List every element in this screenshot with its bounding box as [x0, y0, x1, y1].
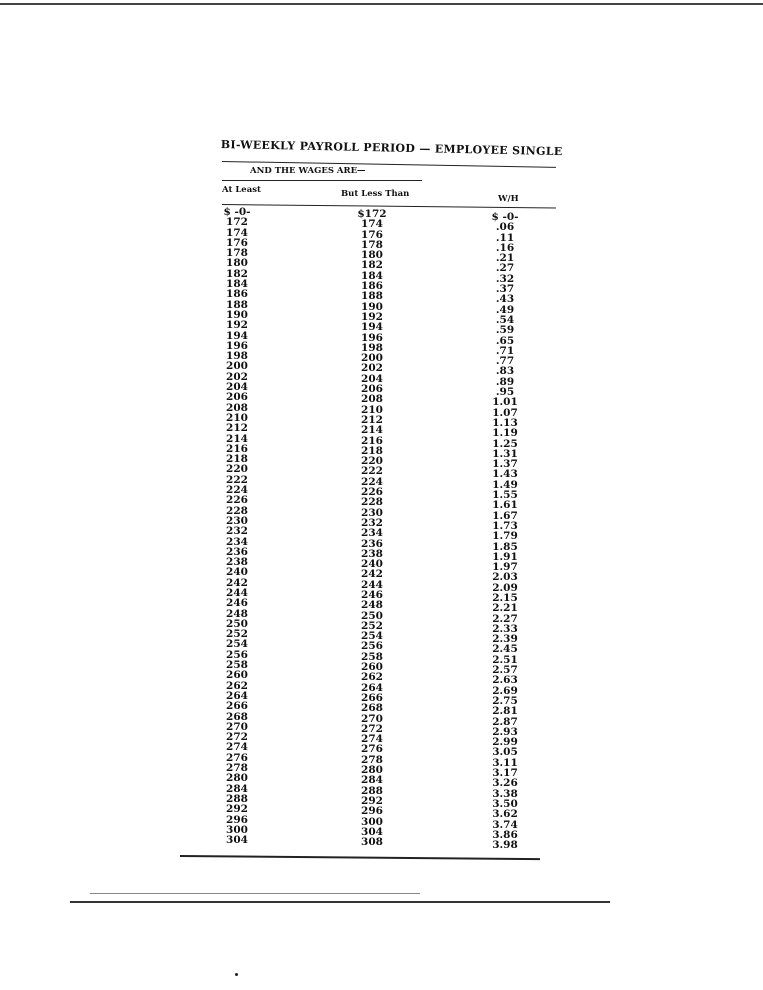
cell-but-less-than: 270 [361, 712, 383, 725]
cell-wh: 1.13 [492, 416, 518, 429]
cell-but-less-than: 222 [361, 465, 383, 478]
cell-at-least: 276 [226, 751, 248, 764]
cell-but-less-than: 304 [361, 825, 383, 838]
cell-wh: 2.81 [492, 705, 518, 718]
cell-at-least: 184 [226, 278, 248, 291]
cell-wh: .37 [495, 283, 515, 296]
cell-but-less-than: 264 [361, 681, 383, 694]
cell-at-least: 176 [226, 236, 248, 249]
cell-wh: 3.05 [492, 746, 518, 759]
cell-at-least: 210 [226, 411, 248, 424]
cell-but-less-than: 258 [361, 650, 383, 663]
cell-at-least: 220 [226, 463, 248, 476]
cell-at-least: 278 [226, 762, 248, 775]
cell-at-least: 244 [226, 586, 248, 599]
cell-but-less-than: 216 [361, 434, 383, 447]
cell-at-least: 228 [226, 504, 248, 517]
cell-at-least: 270 [226, 720, 248, 733]
cell-wh: 1.37 [492, 458, 518, 471]
cell-wh: 2.63 [492, 674, 518, 687]
cell-wh: 2.09 [492, 581, 518, 594]
cell-wh: .59 [495, 324, 515, 337]
column-header-but-less-than: But Less Than [341, 189, 410, 199]
cell-wh: 2.69 [492, 684, 518, 697]
cell-but-less-than: 308 [361, 836, 383, 849]
column-wh [480, 212, 530, 850]
cell-wh: 1.31 [492, 447, 518, 460]
cell-at-least: 208 [226, 401, 248, 414]
cell-at-least: 182 [226, 267, 248, 280]
cell-wh: .89 [495, 375, 515, 388]
cell-wh: 3.74 [492, 818, 518, 831]
cell-wh: 1.79 [492, 530, 518, 543]
cell-but-less-than: 284 [361, 774, 383, 787]
cell-but-less-than: 202 [361, 362, 383, 375]
cell-but-less-than: 176 [361, 228, 383, 241]
cell-wh: 3.11 [492, 756, 518, 769]
cell-wh: 3.62 [492, 808, 518, 821]
cell-but-less-than: 204 [361, 372, 383, 385]
cell-wh: .27 [495, 262, 515, 275]
cell-at-least: 214 [226, 432, 248, 445]
cell-wh: 3.38 [492, 787, 518, 800]
cell-wh: 2.45 [492, 643, 518, 656]
cell-at-least: 178 [226, 247, 248, 260]
cell-wh: 1.01 [492, 396, 518, 409]
cell-but-less-than: 250 [361, 609, 383, 622]
cell-at-least: 250 [226, 617, 248, 630]
cell-but-less-than: 288 [361, 784, 383, 797]
cell-at-least: 264 [226, 689, 248, 702]
cell-at-least: 274 [226, 741, 248, 754]
cell-but-less-than: 266 [361, 691, 383, 704]
cell-wh: 1.25 [492, 437, 518, 450]
cell-but-less-than: 256 [361, 640, 383, 653]
cell-but-less-than: 174 [361, 218, 383, 231]
cell-but-less-than: 248 [361, 599, 383, 612]
cell-wh: .49 [495, 303, 515, 316]
cell-but-less-than: 226 [361, 486, 383, 499]
cell-at-least: 284 [226, 782, 248, 795]
cell-at-least: 174 [226, 226, 248, 239]
cell-at-least: $ -0- [223, 206, 251, 218]
cell-at-least: 192 [226, 319, 248, 332]
cell-at-least: 218 [226, 453, 248, 466]
table-title: BI-WEEKLY PAYROLL PERIOD — EMPLOYEE SINGLE [220, 138, 563, 159]
cell-wh: 2.93 [492, 725, 518, 738]
cell-but-less-than: 234 [361, 527, 383, 540]
cell-wh: 3.86 [492, 828, 518, 841]
cell-wh: 2.51 [492, 653, 518, 666]
cell-at-least: 246 [226, 597, 248, 610]
cell-wh: 1.67 [492, 509, 518, 522]
cell-at-least: 252 [226, 628, 248, 641]
cell-but-less-than: 236 [361, 537, 383, 550]
cell-but-less-than: 210 [361, 403, 383, 416]
group-header: AND THE WAGES ARE— [250, 166, 366, 176]
cell-but-less-than: 198 [361, 341, 383, 354]
cell-wh: 2.21 [492, 602, 518, 615]
cell-but-less-than: 230 [361, 506, 383, 519]
cell-at-least: 236 [226, 545, 248, 558]
rule-under-group-header [222, 180, 422, 181]
cell-but-less-than: 292 [361, 794, 383, 807]
cell-at-least: 300 [226, 823, 248, 836]
cell-wh: 3.50 [492, 797, 518, 810]
cell-at-least: 226 [226, 494, 248, 507]
cell-wh: 1.97 [492, 561, 518, 574]
cell-wh: 1.85 [492, 540, 518, 553]
cell-at-least: 232 [226, 525, 248, 538]
column-header-at-least: At Least [222, 185, 261, 195]
cell-at-least: 262 [226, 679, 248, 692]
cell-but-less-than: 200 [361, 352, 383, 365]
scan-speck [235, 973, 238, 976]
cell-but-less-than: 232 [361, 516, 383, 529]
cell-at-least: 202 [226, 370, 248, 383]
cell-at-least: 222 [226, 473, 248, 486]
cell-wh: .43 [495, 293, 515, 306]
cell-at-least: 296 [226, 813, 248, 826]
cell-but-less-than: 186 [361, 280, 383, 293]
cell-at-least: 248 [226, 607, 248, 620]
cell-but-less-than: 208 [361, 393, 383, 406]
cell-at-least: 196 [226, 339, 248, 352]
cell-but-less-than: 240 [361, 558, 383, 571]
cell-but-less-than: 296 [361, 805, 383, 818]
cell-but-less-than: 194 [361, 321, 383, 334]
cell-but-less-than: $172 [357, 208, 387, 220]
cell-but-less-than: 276 [361, 743, 383, 756]
column-at-least [212, 207, 262, 845]
rule-under-column-headers [222, 204, 556, 208]
cell-at-least: 188 [226, 298, 248, 311]
cell-wh: .83 [495, 365, 515, 378]
cell-but-less-than: 192 [361, 310, 383, 323]
cell-but-less-than: 246 [361, 588, 383, 601]
cell-wh: .32 [495, 272, 515, 285]
cell-wh: 2.57 [492, 664, 518, 677]
cell-but-less-than: 220 [361, 455, 383, 468]
cell-but-less-than: 180 [361, 249, 383, 262]
cell-at-least: 206 [226, 391, 248, 404]
cell-at-least: 266 [226, 700, 248, 713]
cell-but-less-than: 280 [361, 764, 383, 777]
cell-wh: 2.03 [492, 571, 518, 584]
cell-at-least: 234 [226, 535, 248, 548]
cell-wh: .65 [495, 334, 515, 347]
cell-at-least: 224 [226, 484, 248, 497]
cell-but-less-than: 196 [361, 331, 383, 344]
cell-wh: 1.43 [492, 468, 518, 481]
cell-but-less-than: 224 [361, 475, 383, 488]
cell-at-least: 304 [226, 834, 248, 847]
cell-at-least: 260 [226, 669, 248, 682]
cell-but-less-than: 188 [361, 290, 383, 303]
cell-but-less-than: 272 [361, 722, 383, 735]
cell-wh: .06 [495, 221, 515, 234]
cell-wh: .77 [495, 355, 515, 368]
cell-but-less-than: 206 [361, 383, 383, 396]
cell-wh: 1.73 [492, 519, 518, 532]
cell-at-least: 200 [226, 360, 248, 373]
cell-wh: .95 [495, 386, 515, 399]
cell-but-less-than: 268 [361, 702, 383, 715]
cell-but-less-than: 244 [361, 578, 383, 591]
cell-at-least: 240 [226, 566, 248, 579]
cell-wh: 2.87 [492, 715, 518, 728]
cell-at-least: 216 [226, 442, 248, 455]
cell-but-less-than: 212 [361, 413, 383, 426]
cell-at-least: 258 [226, 659, 248, 672]
cell-wh: 2.99 [492, 736, 518, 749]
cell-wh: $ -0- [491, 211, 519, 223]
cell-but-less-than: 274 [361, 733, 383, 746]
cell-wh: .16 [495, 241, 515, 254]
cell-wh: 3.98 [492, 839, 518, 852]
cell-at-least: 272 [226, 731, 248, 744]
cell-but-less-than: 262 [361, 671, 383, 684]
cell-but-less-than: 190 [361, 300, 383, 313]
cell-but-less-than: 214 [361, 424, 383, 437]
cell-at-least: 204 [226, 381, 248, 394]
cell-wh: 1.91 [492, 550, 518, 563]
cell-wh: 2.39 [492, 633, 518, 646]
cell-but-less-than: 238 [361, 547, 383, 560]
cell-but-less-than: 300 [361, 815, 383, 828]
cell-at-least: 198 [226, 350, 248, 363]
cell-at-least: 238 [226, 556, 248, 569]
cell-wh: 1.07 [492, 406, 518, 419]
cell-wh: 1.61 [492, 499, 518, 512]
cell-but-less-than: 182 [361, 259, 383, 272]
cell-at-least: 180 [226, 257, 248, 270]
cell-at-least: 268 [226, 710, 248, 723]
scan-scribble-line [70, 901, 610, 903]
cell-at-least: 256 [226, 648, 248, 661]
cell-wh: .11 [495, 231, 515, 244]
rule-table-bottom [180, 855, 540, 860]
cell-at-least: 292 [226, 803, 248, 816]
cell-wh: .54 [495, 313, 515, 326]
cell-at-least: 186 [226, 288, 248, 301]
cell-wh: .71 [495, 344, 515, 357]
cell-wh: 1.49 [492, 478, 518, 491]
cell-at-least: 280 [226, 772, 248, 785]
scan-top-edge [0, 3, 763, 5]
cell-but-less-than: 228 [361, 496, 383, 509]
scan-scribble-line-faint [90, 893, 420, 894]
cell-but-less-than: 178 [361, 238, 383, 251]
cell-at-least: 230 [226, 514, 248, 527]
cell-wh: 2.27 [492, 612, 518, 625]
cell-at-least: 190 [226, 308, 248, 321]
cell-wh: .21 [495, 252, 515, 265]
cell-at-least: 194 [226, 329, 248, 342]
cell-wh: 2.75 [492, 694, 518, 707]
cell-but-less-than: 278 [361, 753, 383, 766]
column-header-wh: W/H [498, 194, 519, 204]
cell-wh: 2.33 [492, 622, 518, 635]
cell-at-least: 242 [226, 576, 248, 589]
cell-but-less-than: 260 [361, 661, 383, 674]
cell-but-less-than: 252 [361, 619, 383, 632]
cell-wh: 3.17 [492, 767, 518, 780]
cell-wh: 1.55 [492, 489, 518, 502]
cell-but-less-than: 242 [361, 568, 383, 581]
cell-wh: 3.26 [492, 777, 518, 790]
cell-but-less-than: 184 [361, 269, 383, 282]
cell-but-less-than: 218 [361, 444, 383, 457]
cell-at-least: 288 [226, 792, 248, 805]
cell-at-least: 212 [226, 422, 248, 435]
cell-at-least: 254 [226, 638, 248, 651]
cell-but-less-than: 254 [361, 630, 383, 643]
cell-at-least: 172 [226, 216, 248, 229]
cell-wh: 1.19 [492, 427, 518, 440]
column-but-less-than [347, 209, 397, 847]
cell-wh: 2.15 [492, 591, 518, 604]
